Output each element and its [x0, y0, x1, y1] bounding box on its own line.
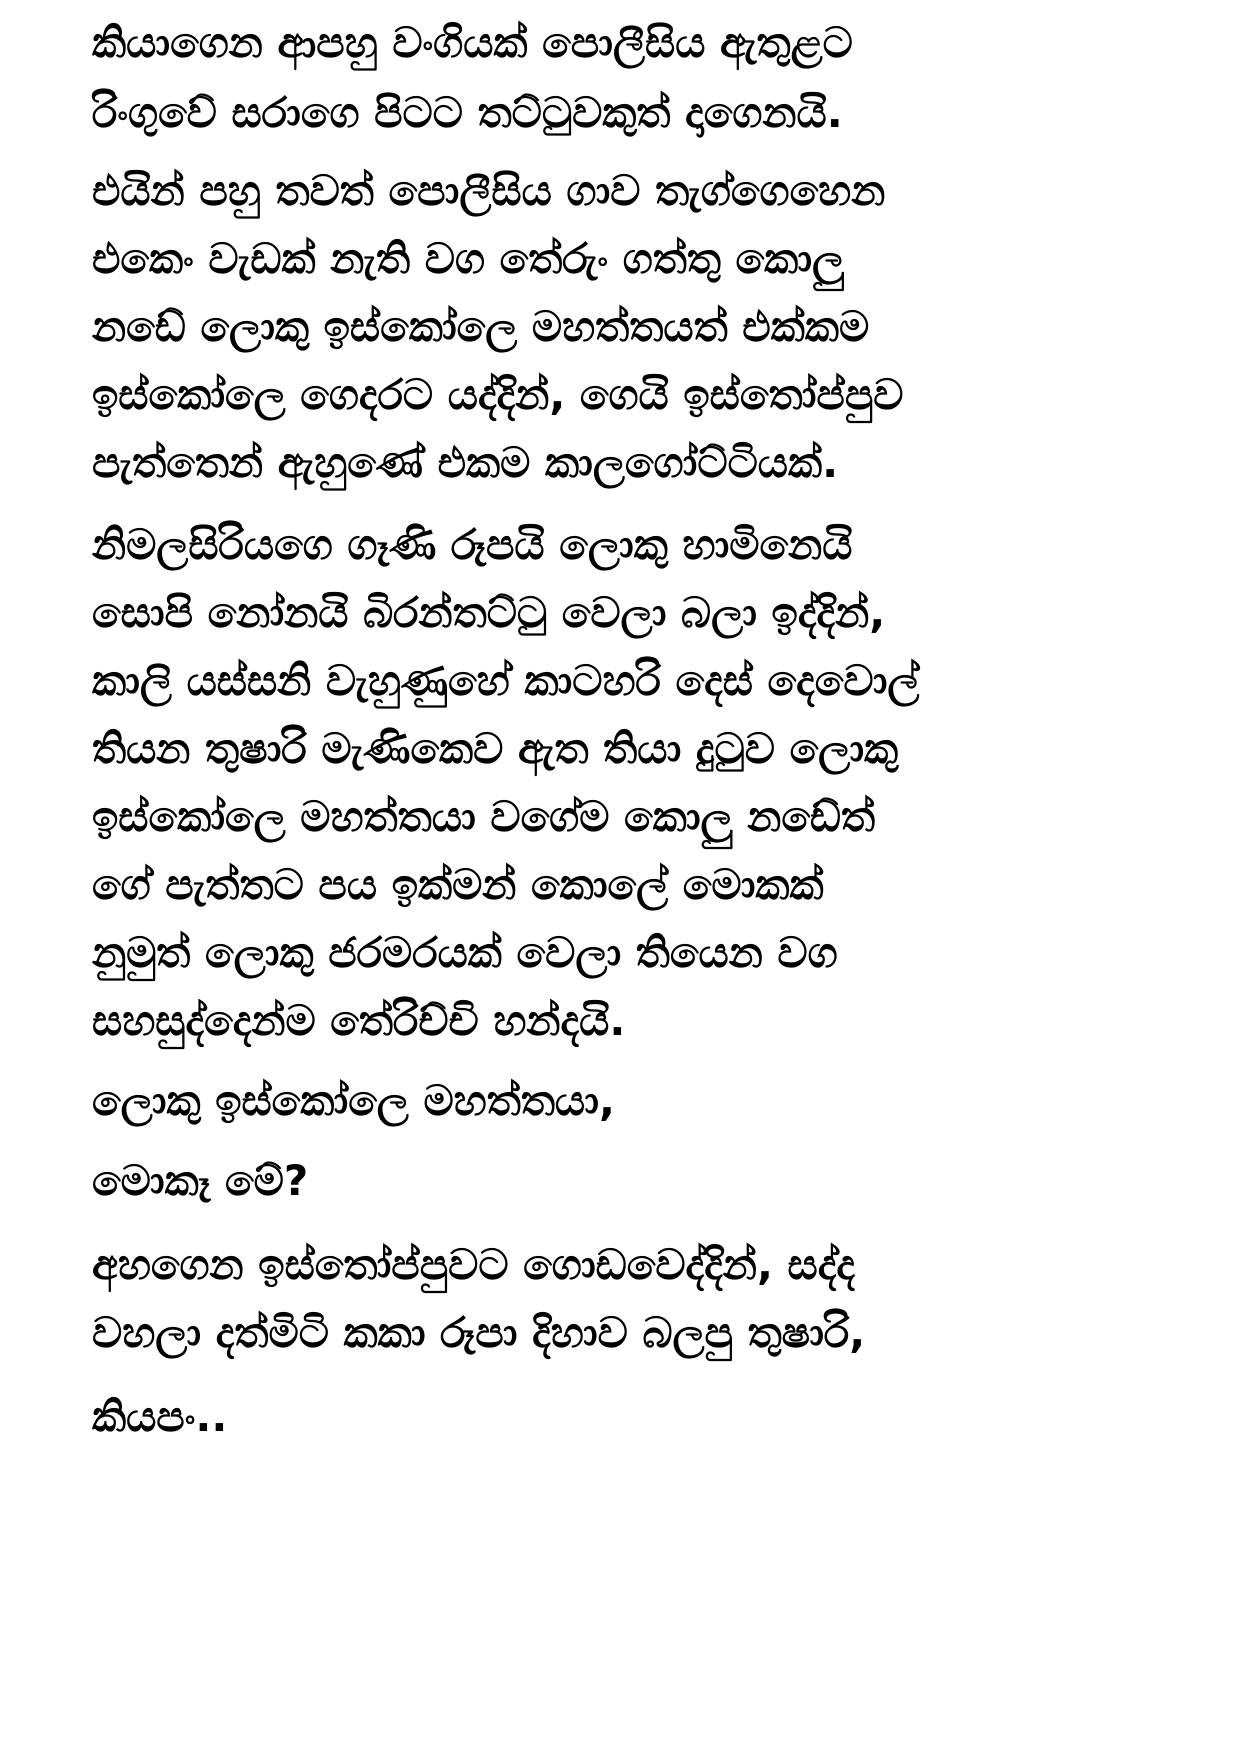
text-line: නුමුත් ලොකු ජරමරයක් වෙලා තියෙන වග [92, 928, 838, 977]
text-line: කියපං.. [92, 1392, 228, 1441]
text-line: අහගෙන ඉස්තෝප්පුවට ගොඩවෙද්දින්, සද්ද [92, 1240, 856, 1289]
text-line: එකෙං වැඩක් නැති වග තේරුං ගත්තු කොලු [92, 234, 845, 283]
text-line: කියාගෙන ආපහු වංගියක් පොලීසිය ඇතුළට [92, 18, 853, 67]
text-line: තියන තුෂාරි මැණිකෙව ඇත තියා දුටුව ලොකු [92, 724, 899, 773]
text-line: ලොකු ඉස්කෝලෙ මහත්තයා, [92, 1076, 615, 1125]
text-line: ගේ පැත්තට පය ඉක්මන් කොලේ මොකක් [92, 860, 824, 909]
text-line: සොපි නෝනයි බිරන්තට්ටු වෙලා බලා ඉද්දින්, [92, 588, 886, 637]
document-page [92, 0, 1172, 1754]
text-line: ඉස්කෝලෙ ගෙදරට යද්දින්, ගෙයි ඉස්තෝප්පුව [92, 370, 904, 419]
text-line: කාලි යස්සනි වැහුණුහේ කාටහරි දෙස් දෙවොල් [92, 656, 920, 705]
text-line: නිමලසිරියගෙ ගෑණි රූපයි ලොකු හාමිනෙයි [92, 520, 853, 569]
text-line: එයින් පහු තවත් පොලීසිය ගාව තැග්ගෙහෙන [92, 166, 886, 215]
text-line: මොකෑ මේ? [92, 1156, 309, 1205]
text-line: නඩේ ලොකු ඉස්කෝලෙ මහත්තයත් එක්කම [92, 302, 870, 351]
text-line: වහලා දත්මිටි කකා රූපා දිහාව බලපු තුෂාරි, [92, 1308, 866, 1357]
text-line: රිංගුවේ සරාගෙ පිටට තට්ටුවකුත් දාගෙනයි. [92, 88, 843, 137]
text-line: සහසුද්දෙන්ම තේරිච්චි හන්දයි. [92, 996, 626, 1045]
text-line: ඉස්කෝලෙ මහත්තයා වගේම කොලු නඩේත් [92, 792, 876, 841]
text-line: පැත්තෙන් ඇහුණේ එකම කාලගෝට්ටියක්. [92, 438, 839, 487]
